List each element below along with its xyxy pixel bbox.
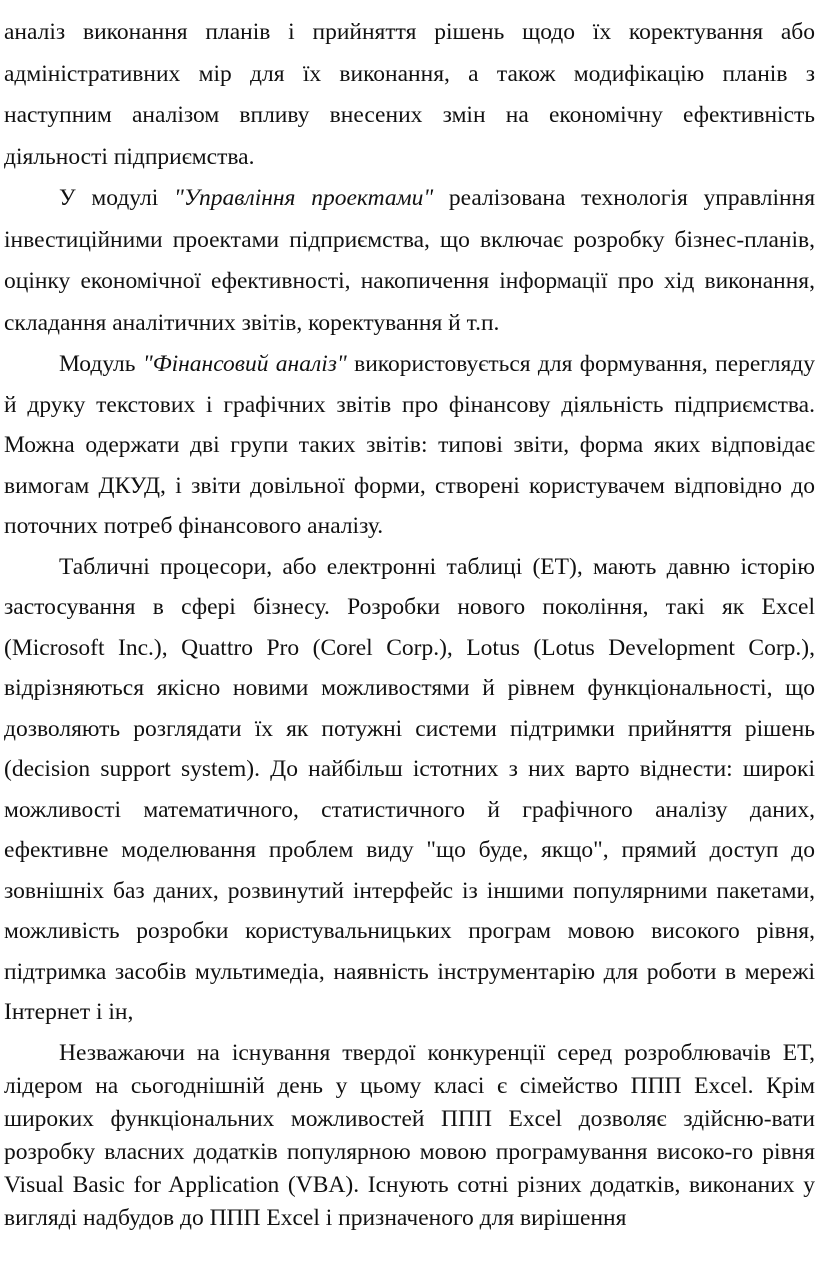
paragraph-4: Табличні процесори, або електронні таблиці (ЕТ), мають давню історію застосування в сфері бізнесу. Розробки нового покоління, такі як Excel (Microsoft Inc.), Quattro Pro (Corel Corp.), Lotus (Lotus Development Corp.), відрізняються якісно новими можливостями й рівнем функціональності, що дозволяють розглядати їх як потужні системи підтримки прийняття рішень (decision support system). До найбільш істотних з них варто віднести: широкі можливості математичного, статистичного й графічного аналізу даних, ефективне моделювання проблем виду "що буде, якщо", прямий доступ до зовнішніх баз даних, розвинутий інтерфейс із іншими популярними пакетами, можливість розробки користувальницьких програм мовою високого рівня, підтримка засобів мультимедіа, наявність інструментарію для роботи в мережі Інтернет і ін,	[4, 553, 815, 1025]
document-page	[4, 0, 815, 1235]
paragraph-2	[4, 178, 815, 344]
paragraph-5: Незважаючи на існування твердої конкуренції серед розроблювачів ЕТ, лідером на сьогоднішній день у цьому класі є сімейство ППП Excel. Крім широких функціональних можливостей ППП Excel дозволяє здійсню-вати розробку власних додатків популярною мовою програмування високо-го рівня Visual Basic for Application (VBA). Існують сотні різних додатків, виконаних у вигляді надбудов до ППП Excel і призначеного для вирішення	[4, 1039, 815, 1231]
module-name-project-management: "Управління проектами"	[173, 185, 434, 211]
paragraph-1: аналіз виконання планів і прийняття рішень щодо їх коректування або адміністративних мір для їх виконання, а також модифікацію планів з наступним аналізом впливу внесених змін на економічну ефективність діяльності підприємства.	[4, 19, 815, 170]
paragraph-2-body: реалізована технологія управління інвестиційними проектами підприємства, що включає розробку бізнес-планів, оцінку економічної ефективності, накопичення інформації про хід виконання, складання аналітичних звітів, коректування й т.п.	[4, 185, 815, 336]
paragraph-3-body: використовується для формування, перегляду й друку текстових і графічних звітів про фінансову діяльність підприємства. Можна одержати дві групи таких звітів: типові звіти, форма яких відповідає вимогам ДКУД, і звіти довільної форми, створені користувачем відповідно до поточних потреб фінансового аналізу.	[4, 351, 815, 539]
module-name-financial-analysis: "Фінансовий аналіз"	[142, 351, 347, 377]
paragraph-3	[4, 344, 815, 547]
paragraph-3-lead: Модуль	[59, 351, 143, 377]
paragraph-2-lead: У модулі	[59, 185, 174, 211]
